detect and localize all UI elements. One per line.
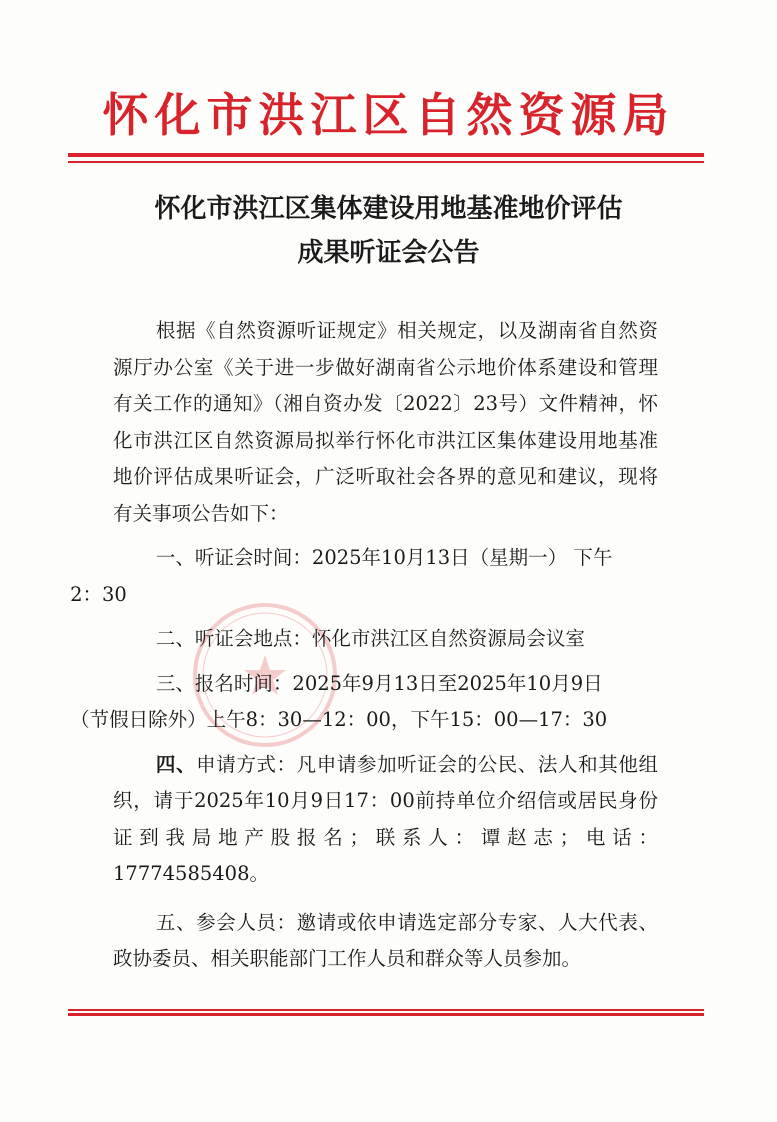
footer-rule-thin xyxy=(68,1009,704,1011)
item-hearing-time: 一、听证会时间：2025年10月13日（星期一） 下午 2：30 xyxy=(70,546,613,606)
item-application-method: 四、申请方式：凡申请参加听证会的公民、法人和其他组织，请于2025年10月9日17：00前持单位介绍信或居民身份证到我局地产股报名；联系人：谭赵志；电话：17774585408。 xyxy=(113,752,658,885)
masthead-rule-thick xyxy=(68,153,704,157)
item-participants: 五、参会人员：邀请或依申请选定部分专家、人大代表、政协委员、相关职能部门工作人员和群众等人员参加。 xyxy=(113,910,658,970)
masthead-rule-thin xyxy=(68,161,704,163)
notice-body xyxy=(70,313,658,978)
item-hearing-location: 二、听证会地点：怀化市洪江区自然资源局会议室 xyxy=(155,627,585,650)
footer-rule-thick xyxy=(68,1013,704,1016)
title-line-1: 怀化市洪江区集体建设用地基准地价评估 xyxy=(154,194,623,224)
title-line-2: 成果听证会公告 xyxy=(297,238,480,268)
intro-paragraph: 根据《自然资源听证规定》相关规定，以及湖南省自然资源厅办公室《关于进一步做好湖南省公示地价体系建设和管理有关工作的通知》（湘自资办发〔2022〕23号）文件精神，怀化市洪江区自然资源局拟举行怀化市洪江区集体建设用地基准地价评估成果听证会，广泛听取社会各界的意见和建议，现将有关事项公告如下： xyxy=(113,319,658,525)
document-title xyxy=(0,187,777,275)
item-registration-time: 三、报名时间：2025年9月13日至2025年10月9日 （节假日除外）上午8：30—12：00，下午15：00—17：30 xyxy=(70,671,608,731)
agency-masthead: 怀化市洪江区自然资源局 xyxy=(102,88,675,142)
